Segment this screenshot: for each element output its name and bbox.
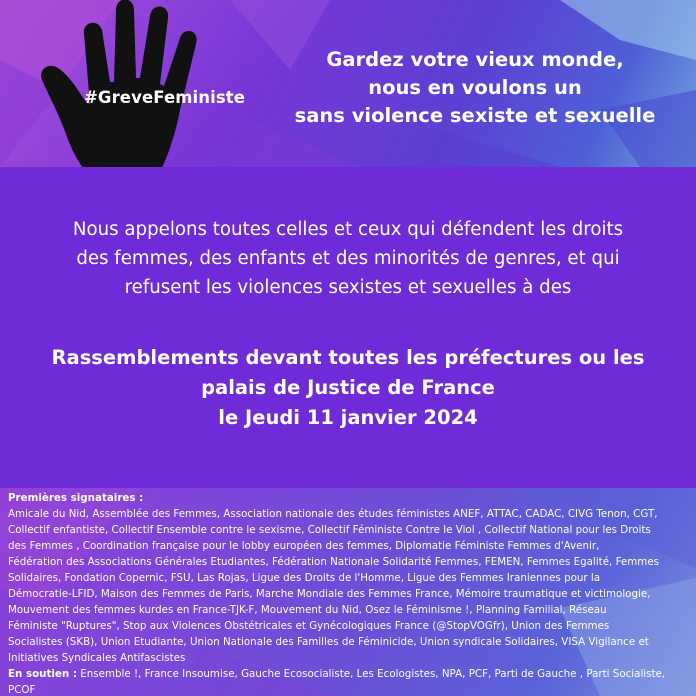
signatories-line: Socialistes (SKB), Union Etudiante, Union Nationale des Familles de Féminicide, Union syndicale Solidaires, VISA Vigilance et <box>8 636 649 648</box>
signatories-list <box>8 490 692 696</box>
event-line: Rassemblements devant toutes les préfectures ou les <box>51 346 645 369</box>
hashtag: #GreveFeministe <box>84 88 246 107</box>
headline <box>260 46 690 130</box>
signatories-line: Amicale du Nid, Assemblée des Femmes, Association nationale des études féministes ANEF, ATTAC, CADAC, CIVG Tenon, CGT, <box>8 508 658 520</box>
signatories-line: Féministe "Ruptures", Stop aux Violences Obstétricales et Gynécologiques France (@StopVOGfr), Union des Femmes <box>8 620 610 632</box>
signatories-heading: Premières signataires : <box>8 492 144 504</box>
signatories-line: Fédération des Associations Générales Etudiantes, Fédération Nationale Solidarité Femmes, FEMEN, Femmes Egalité, Femmes <box>8 556 660 568</box>
headline-line: nous en voulons un <box>368 76 582 99</box>
support-label: En soutien : <box>8 668 77 680</box>
event-line: palais de Justice de France <box>201 376 495 399</box>
support-text: Ensemble !, France Insoumise, Gauche Ecosocialiste, Les Ecologistes, NPA, PCF, Parti de Gauche , Parti Socialiste, <box>76 668 666 680</box>
event-line: le Jeudi 11 janvier 2024 <box>218 406 478 429</box>
support-line <box>8 666 692 682</box>
signatories-line: Solidaires, Fondation Copernic, FSU, Las Rojas, Ligue des Droits de l'Homme, Ligue des Femmes Iraniennes pour la <box>8 572 601 584</box>
bottom-section <box>0 488 696 696</box>
headline-line: Gardez votre vieux monde, <box>326 48 624 71</box>
top-banner <box>0 0 696 167</box>
appeal-line: des femmes, des enfants et des minorités de genres, et qui <box>76 248 620 269</box>
event-announcement <box>10 343 686 433</box>
support-line: PCOF <box>8 684 36 696</box>
signatories-line: Collectif enfantiste, Collectif Ensemble contre le sexisme, Collectif Féministe Contre le Viol , Collectif National pour les Droits <box>8 524 651 536</box>
signatories-line: Initiatives Syndicales Antifascistes <box>8 652 186 664</box>
appeal-line: Nous appelons toutes celles et ceux qui défendent les droits <box>72 219 624 240</box>
signatories-line: des Femmes , Coordination française pour le lobby européen des femmes, Diplomatie Féministe Femmes d'Avenir, <box>8 540 600 552</box>
raised-hand-icon <box>40 0 230 167</box>
headline-line: sans violence sexiste et sexuelle <box>294 104 656 127</box>
middle-band <box>0 167 696 488</box>
signatories-line: Démocratie-LFID, Maison des Femmes de Paris, Marche Mondiale des Femmes France, Mémoire traumatique et victimologie, <box>8 588 651 600</box>
appeal-text <box>10 215 686 302</box>
appeal-line: refusent les violences sexistes et sexuelles à des <box>124 277 572 298</box>
signatories-line: Mouvement des femmes kurdes en France-TJK-F, Mouvement du Nid, Osez le Féminisme !, Planning Familial, Réseau <box>8 604 607 616</box>
